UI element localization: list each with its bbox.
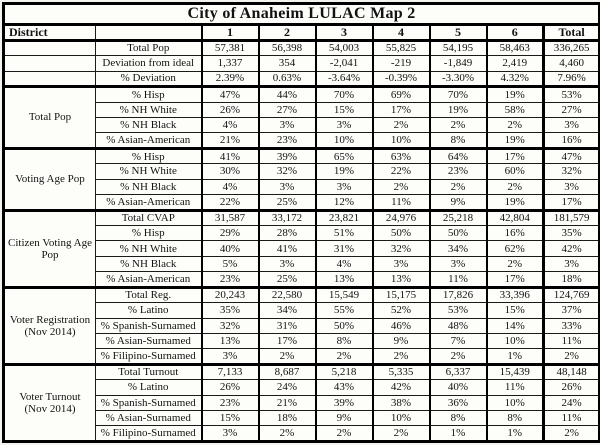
data-cell: 19% bbox=[487, 87, 544, 102]
data-cell: 32% bbox=[202, 318, 259, 333]
total-cell: 37% bbox=[544, 303, 600, 318]
data-cell: 23% bbox=[202, 272, 259, 287]
data-cell: 11% bbox=[430, 272, 487, 287]
data-cell: -0.39% bbox=[373, 71, 430, 86]
data-cell: 4% bbox=[316, 256, 373, 271]
row-label: Total Turnout bbox=[96, 364, 202, 379]
data-cell: 1,337 bbox=[202, 56, 259, 71]
data-cell: 4.32% bbox=[487, 71, 544, 86]
data-cell: 3% bbox=[259, 256, 316, 271]
data-cell: 13% bbox=[373, 272, 430, 287]
data-cell: 28% bbox=[259, 226, 316, 241]
data-cell: 2% bbox=[373, 426, 430, 442]
total-cell: 336,265 bbox=[544, 40, 600, 55]
total-cell: 7.96% bbox=[544, 71, 600, 86]
data-cell: 1% bbox=[487, 426, 544, 442]
data-cell: 4% bbox=[202, 179, 259, 194]
data-cell: 32% bbox=[373, 241, 430, 256]
total-cell: 42% bbox=[544, 241, 600, 256]
data-cell: 5% bbox=[202, 256, 259, 271]
section-group-label: Total Pop bbox=[4, 87, 96, 149]
data-cell: 2% bbox=[259, 349, 316, 364]
data-cell: 39% bbox=[259, 148, 316, 163]
row-label: Total CVAP bbox=[96, 210, 202, 225]
data-cell: 31,587 bbox=[202, 210, 259, 225]
row-label: % NH Black bbox=[96, 179, 202, 194]
data-cell: 2% bbox=[259, 426, 316, 442]
data-cell: 2% bbox=[373, 349, 430, 364]
row-label: % Asian-Surnamed bbox=[96, 410, 202, 425]
data-cell: 354 bbox=[259, 56, 316, 71]
data-cell: 2% bbox=[487, 117, 544, 132]
data-cell: 3% bbox=[316, 179, 373, 194]
data-cell: 3% bbox=[316, 117, 373, 132]
data-cell: 47% bbox=[202, 87, 259, 102]
data-cell: 34% bbox=[259, 303, 316, 318]
row-label: % Asian-American bbox=[96, 133, 202, 148]
data-cell: 2% bbox=[430, 117, 487, 132]
data-cell: 1% bbox=[487, 349, 544, 364]
data-cell: 14% bbox=[487, 318, 544, 333]
row-label: % NH Black bbox=[96, 256, 202, 271]
row-label: % Latino bbox=[96, 380, 202, 395]
table-row bbox=[4, 87, 600, 102]
table-row bbox=[4, 40, 600, 55]
data-cell: 26% bbox=[202, 102, 259, 117]
total-cell: 17% bbox=[544, 195, 600, 210]
header-empty-cell bbox=[96, 24, 202, 40]
data-cell: 25% bbox=[259, 195, 316, 210]
table-title: City of Anaheim LULAC Map 2 bbox=[4, 4, 600, 25]
section-group-label: Voter Turnout (Nov 2014) bbox=[4, 364, 96, 441]
data-cell: 2% bbox=[316, 349, 373, 364]
data-cell: 21% bbox=[259, 395, 316, 410]
data-cell: 19% bbox=[487, 133, 544, 148]
column-header-1: 1 bbox=[202, 24, 259, 40]
row-label: % NH White bbox=[96, 102, 202, 117]
data-cell: 62% bbox=[487, 241, 544, 256]
data-cell: 55,825 bbox=[373, 40, 430, 55]
data-cell: 2% bbox=[487, 256, 544, 271]
data-cell: 8% bbox=[430, 133, 487, 148]
data-cell: 8,687 bbox=[259, 364, 316, 379]
data-cell: 35% bbox=[202, 303, 259, 318]
section-group-label: Voter Registration (Nov 2014) bbox=[4, 287, 96, 364]
data-cell: 3% bbox=[259, 179, 316, 194]
row-label: Deviation from ideal bbox=[96, 56, 202, 71]
section-group-label: Voting Age Pop bbox=[4, 148, 96, 210]
data-cell: 13% bbox=[316, 272, 373, 287]
data-cell: 40% bbox=[430, 380, 487, 395]
total-cell: 4,460 bbox=[544, 56, 600, 71]
data-cell: 8% bbox=[487, 410, 544, 425]
total-cell: 3% bbox=[544, 117, 600, 132]
row-label: % NH Black bbox=[96, 117, 202, 132]
data-cell: 15% bbox=[202, 410, 259, 425]
total-cell: 16% bbox=[544, 133, 600, 148]
data-cell: 33,396 bbox=[487, 287, 544, 302]
data-cell: 41% bbox=[259, 241, 316, 256]
data-cell: 24% bbox=[259, 380, 316, 395]
data-cell: 17,826 bbox=[430, 287, 487, 302]
row-label: % Asian-Surnamed bbox=[96, 333, 202, 348]
data-cell: 38% bbox=[373, 395, 430, 410]
data-cell: 57,381 bbox=[202, 40, 259, 55]
data-cell: 39% bbox=[316, 395, 373, 410]
data-cell: 7% bbox=[430, 333, 487, 348]
data-cell: 15% bbox=[487, 303, 544, 318]
header-row bbox=[4, 24, 600, 40]
data-cell: 21% bbox=[202, 133, 259, 148]
row-label: % Hisp bbox=[96, 226, 202, 241]
data-cell: 17% bbox=[373, 102, 430, 117]
data-cell: 30% bbox=[202, 164, 259, 179]
data-cell: 17% bbox=[487, 148, 544, 163]
data-cell: 5,335 bbox=[373, 364, 430, 379]
data-cell: 8% bbox=[430, 410, 487, 425]
total-cell: 35% bbox=[544, 226, 600, 241]
data-cell: 11% bbox=[487, 380, 544, 395]
data-cell: 3% bbox=[430, 256, 487, 271]
column-header-3: 3 bbox=[316, 24, 373, 40]
row-label: % Asian-American bbox=[96, 195, 202, 210]
data-cell: 65% bbox=[316, 148, 373, 163]
data-cell: 2% bbox=[487, 179, 544, 194]
column-header-2: 2 bbox=[259, 24, 316, 40]
data-cell: 19% bbox=[430, 102, 487, 117]
total-cell: 53% bbox=[544, 87, 600, 102]
data-cell: 10% bbox=[373, 410, 430, 425]
data-cell: 16% bbox=[487, 226, 544, 241]
row-label: % Deviation bbox=[96, 71, 202, 86]
data-cell: 15,175 bbox=[373, 287, 430, 302]
data-cell: 43% bbox=[316, 380, 373, 395]
total-cell: 2% bbox=[544, 426, 600, 442]
data-cell: 10% bbox=[487, 395, 544, 410]
data-cell: 31% bbox=[259, 318, 316, 333]
data-cell: 50% bbox=[430, 226, 487, 241]
total-cell: 18% bbox=[544, 272, 600, 287]
data-cell: 64% bbox=[430, 148, 487, 163]
data-cell: 58,463 bbox=[487, 40, 544, 55]
data-cell: 22,580 bbox=[259, 287, 316, 302]
column-header-6: 6 bbox=[487, 24, 544, 40]
data-cell: 17% bbox=[259, 333, 316, 348]
data-cell: 1% bbox=[430, 426, 487, 442]
data-cell: 13% bbox=[202, 333, 259, 348]
data-cell: 12% bbox=[316, 195, 373, 210]
data-cell: 2% bbox=[430, 349, 487, 364]
row-label: % Filipino-Surnamed bbox=[96, 349, 202, 364]
total-cell: 47% bbox=[544, 148, 600, 163]
total-cell: 26% bbox=[544, 380, 600, 395]
data-cell: 25,218 bbox=[430, 210, 487, 225]
data-cell: 29% bbox=[202, 226, 259, 241]
row-label: % Latino bbox=[96, 303, 202, 318]
row-label: % NH White bbox=[96, 241, 202, 256]
table-row bbox=[4, 71, 600, 86]
total-cell: 32% bbox=[544, 164, 600, 179]
data-cell: 18% bbox=[259, 410, 316, 425]
table-body bbox=[4, 40, 600, 441]
data-cell: 7,133 bbox=[202, 364, 259, 379]
data-cell: 58% bbox=[487, 102, 544, 117]
table-row bbox=[4, 148, 600, 163]
district-header: District bbox=[4, 24, 96, 40]
data-cell: 3% bbox=[373, 256, 430, 271]
section-group-label-empty bbox=[4, 56, 96, 71]
column-header-5: 5 bbox=[430, 24, 487, 40]
data-cell: 9% bbox=[373, 333, 430, 348]
total-cell: 33% bbox=[544, 318, 600, 333]
data-cell: 69% bbox=[373, 87, 430, 102]
data-cell: 9% bbox=[316, 410, 373, 425]
data-cell: 48% bbox=[430, 318, 487, 333]
data-cell: 2% bbox=[373, 117, 430, 132]
total-cell: 124,769 bbox=[544, 287, 600, 302]
total-cell: 3% bbox=[544, 179, 600, 194]
data-cell: 2,419 bbox=[487, 56, 544, 71]
data-cell: 60% bbox=[487, 164, 544, 179]
data-cell: 19% bbox=[316, 164, 373, 179]
total-cell: 24% bbox=[544, 395, 600, 410]
data-cell: -219 bbox=[373, 56, 430, 71]
data-cell: 41% bbox=[202, 148, 259, 163]
table-row bbox=[4, 56, 600, 71]
data-cell: 15,549 bbox=[316, 287, 373, 302]
data-cell: -2,041 bbox=[316, 56, 373, 71]
section-group-label: Citizen Voting Age Pop bbox=[4, 210, 96, 287]
row-label: % Spanish-Surnamed bbox=[96, 318, 202, 333]
data-cell: 54,195 bbox=[430, 40, 487, 55]
data-cell: 40% bbox=[202, 241, 259, 256]
data-cell: 15,439 bbox=[487, 364, 544, 379]
data-cell: 0.63% bbox=[259, 71, 316, 86]
data-cell: 9% bbox=[430, 195, 487, 210]
data-cell: 20,243 bbox=[202, 287, 259, 302]
data-cell: -3.64% bbox=[316, 71, 373, 86]
data-cell: 34% bbox=[430, 241, 487, 256]
data-cell: 15% bbox=[316, 102, 373, 117]
data-cell: 22% bbox=[202, 195, 259, 210]
data-cell: 2.39% bbox=[202, 71, 259, 86]
total-cell: 27% bbox=[544, 102, 600, 117]
data-cell: 51% bbox=[316, 226, 373, 241]
data-cell: 44% bbox=[259, 87, 316, 102]
data-cell: 27% bbox=[259, 102, 316, 117]
data-cell: 23% bbox=[259, 133, 316, 148]
data-cell: 19% bbox=[487, 195, 544, 210]
table-row bbox=[4, 364, 600, 379]
row-label: Total Reg. bbox=[96, 287, 202, 302]
row-label: % Hisp bbox=[96, 148, 202, 163]
data-cell: 56,398 bbox=[259, 40, 316, 55]
data-cell: 3% bbox=[259, 117, 316, 132]
data-cell: 70% bbox=[316, 87, 373, 102]
section-group-label-empty bbox=[4, 71, 96, 86]
data-cell: 42,804 bbox=[487, 210, 544, 225]
data-cell: 17% bbox=[487, 272, 544, 287]
data-cell: 25% bbox=[259, 272, 316, 287]
data-cell: 23% bbox=[202, 395, 259, 410]
data-cell: 4% bbox=[202, 117, 259, 132]
data-cell: 23% bbox=[430, 164, 487, 179]
data-cell: 36% bbox=[430, 395, 487, 410]
table-row bbox=[4, 287, 600, 302]
total-cell: 11% bbox=[544, 410, 600, 425]
data-cell: 2% bbox=[316, 426, 373, 442]
table-row bbox=[4, 210, 600, 225]
data-cell: 50% bbox=[373, 226, 430, 241]
row-label: Total Pop bbox=[96, 40, 202, 55]
data-cell: 2% bbox=[373, 179, 430, 194]
data-cell: 70% bbox=[430, 87, 487, 102]
total-cell: 48,148 bbox=[544, 364, 600, 379]
data-cell: 31% bbox=[316, 241, 373, 256]
title-row bbox=[4, 4, 600, 25]
data-cell: 26% bbox=[202, 380, 259, 395]
data-cell: 5,218 bbox=[316, 364, 373, 379]
data-cell: 23,821 bbox=[316, 210, 373, 225]
data-cell: 2% bbox=[430, 179, 487, 194]
data-cell: 32% bbox=[259, 164, 316, 179]
column-header-total: Total bbox=[544, 24, 600, 40]
row-label: % Asian-American bbox=[96, 272, 202, 287]
data-cell: 53% bbox=[430, 303, 487, 318]
data-cell: 22% bbox=[373, 164, 430, 179]
data-cell: 42% bbox=[373, 380, 430, 395]
data-cell: 52% bbox=[373, 303, 430, 318]
data-cell: -1,849 bbox=[430, 56, 487, 71]
data-cell: 10% bbox=[487, 333, 544, 348]
data-cell: 46% bbox=[373, 318, 430, 333]
data-cell: 8% bbox=[316, 333, 373, 348]
data-cell: -3.30% bbox=[430, 71, 487, 86]
section-group-label-empty bbox=[4, 40, 96, 55]
row-label: % Filipino-Surnamed bbox=[96, 426, 202, 442]
total-cell: 181,579 bbox=[544, 210, 600, 225]
data-cell: 50% bbox=[316, 318, 373, 333]
column-header-4: 4 bbox=[373, 24, 430, 40]
total-cell: 3% bbox=[544, 256, 600, 271]
data-cell: 10% bbox=[373, 133, 430, 148]
data-cell: 6,337 bbox=[430, 364, 487, 379]
data-cell: 11% bbox=[373, 195, 430, 210]
data-cell: 10% bbox=[316, 133, 373, 148]
data-cell: 55% bbox=[316, 303, 373, 318]
data-cell: 3% bbox=[202, 426, 259, 442]
row-label: % Spanish-Surnamed bbox=[96, 395, 202, 410]
anaheim-lulac-map2-table bbox=[2, 2, 600, 443]
row-label: % Hisp bbox=[96, 87, 202, 102]
row-label: % NH White bbox=[96, 164, 202, 179]
total-cell: 11% bbox=[544, 333, 600, 348]
data-cell: 63% bbox=[373, 148, 430, 163]
data-cell: 33,172 bbox=[259, 210, 316, 225]
data-cell: 3% bbox=[202, 349, 259, 364]
data-cell: 54,003 bbox=[316, 40, 373, 55]
data-cell: 24,976 bbox=[373, 210, 430, 225]
total-cell: 2% bbox=[544, 349, 600, 364]
